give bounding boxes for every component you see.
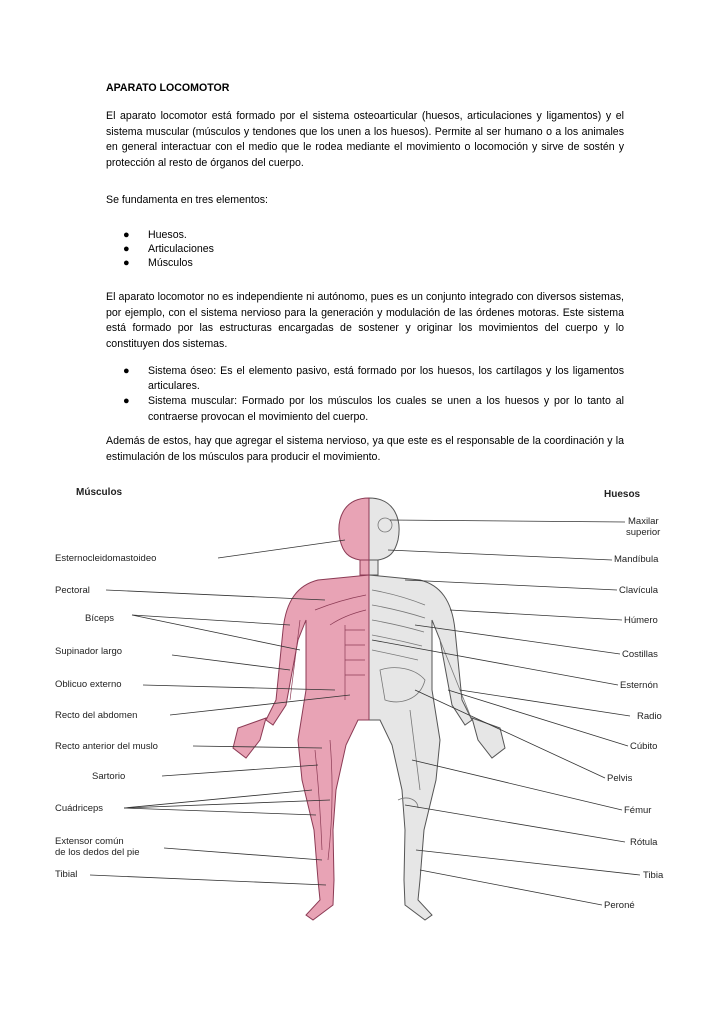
label-sartorio: Sartorio <box>92 771 126 782</box>
label-perone: Peroné <box>604 900 635 911</box>
muscles-heading: Músculos <box>76 487 123 498</box>
label-humero: Húmero <box>624 615 658 626</box>
label-pectoral: Pectoral <box>55 585 90 596</box>
label-mandibula: Mandíbula <box>614 554 659 565</box>
list-item: ● Sistema óseo: Es el elemento pasivo, está formado por los huesos, los cartílagos y los ligamentos articulares. <box>123 365 624 393</box>
label-extensor-comun: Extensor común <box>55 836 124 847</box>
label-femur: Fémur <box>624 805 652 816</box>
bullet-icon: ● <box>123 365 130 377</box>
bullet-icon: ● <box>123 395 130 408</box>
list-item: ● Músculos <box>123 257 193 270</box>
list-item: ● Huesos. <box>123 229 187 241</box>
label-clavicula: Clavícula <box>619 585 659 596</box>
label-cubito: Cúbito <box>630 741 658 752</box>
label-oblicuo-externo: Oblicuo externo <box>55 679 122 690</box>
skeleton-half <box>369 498 505 920</box>
label-esternon: Esternón <box>620 680 659 691</box>
bones-heading: Huesos <box>604 489 641 500</box>
systems-list <box>106 364 624 425</box>
page-title: APARATO LOCOMOTOR <box>106 82 230 94</box>
label-esternocleidomastoideo: Esternocleidomastoideo <box>55 553 157 564</box>
label-radio: Radio <box>637 711 662 722</box>
paragraph-2: El aparato locomotor no es independiente ni autónomo, pues es un conjunto integrado con diversos sistemas, por ejemplo, con el sistema nervioso para la generación y modulación de las órdenes motoras. Este sistema está formado por las estructuras encargadas de sostener y originar los movimientos del cuerpo y lo constituyen dos sistemas. <box>106 291 624 350</box>
label-tibial: Tibial <box>55 869 78 880</box>
label-supinador-largo: Supinador largo <box>55 646 123 657</box>
fundamenta-line: Se fundamenta en tres elementos: <box>106 194 268 206</box>
label-recto-anterior: Recto anterior del muslo <box>55 741 158 752</box>
label-pelvis: Pelvis <box>607 773 633 784</box>
label-rotula: Rótula <box>630 837 658 848</box>
list-item: ● Articulaciones <box>123 243 214 256</box>
label-recto-abdomen: Recto del abdomen <box>55 710 138 721</box>
label-costillas: Costillas <box>622 649 658 660</box>
label-cuadriceps: Cuádriceps <box>55 803 104 814</box>
bullet-icon: ● <box>123 257 130 270</box>
anatomy-figure <box>0 470 728 950</box>
label-dedos-pie: de los dedos del pie <box>55 847 140 858</box>
label-maxilar: Maxilar <box>628 516 659 527</box>
bullet-icon: ● <box>123 243 130 256</box>
left-labels <box>55 553 158 880</box>
list-item: ● Sistema muscular: Formado por los músculos los cuales se unen a los huesos y por lo tanto al contraerse provocan el movimiento del cuerpo. <box>123 395 624 423</box>
bullet-icon: ● <box>123 229 130 241</box>
paragraph-3: Además de estos, hay que agregar el sistema nervioso, ya que este es el responsable de la coordinación y la estimulación de los músculos para producir el movimiento. <box>106 435 624 463</box>
label-tibia: Tibia <box>643 870 664 881</box>
label-biceps: Bíceps <box>85 613 115 624</box>
muscle-half <box>233 498 369 920</box>
elements-list <box>106 228 624 271</box>
intro-paragraph: El aparato locomotor está formado por el sistema osteoarticular (huesos, articulaciones y ligamentos) y el sistema muscular (músculos y tendones que los unen a los huesos). Permite al ser humano o a los animales en general interactuar con el medio que le rodea mediante el movimiento o locomoción y sirve de sostén y protección al resto de órganos del cuerpo. <box>106 110 624 169</box>
label-superior: superior <box>626 527 661 538</box>
